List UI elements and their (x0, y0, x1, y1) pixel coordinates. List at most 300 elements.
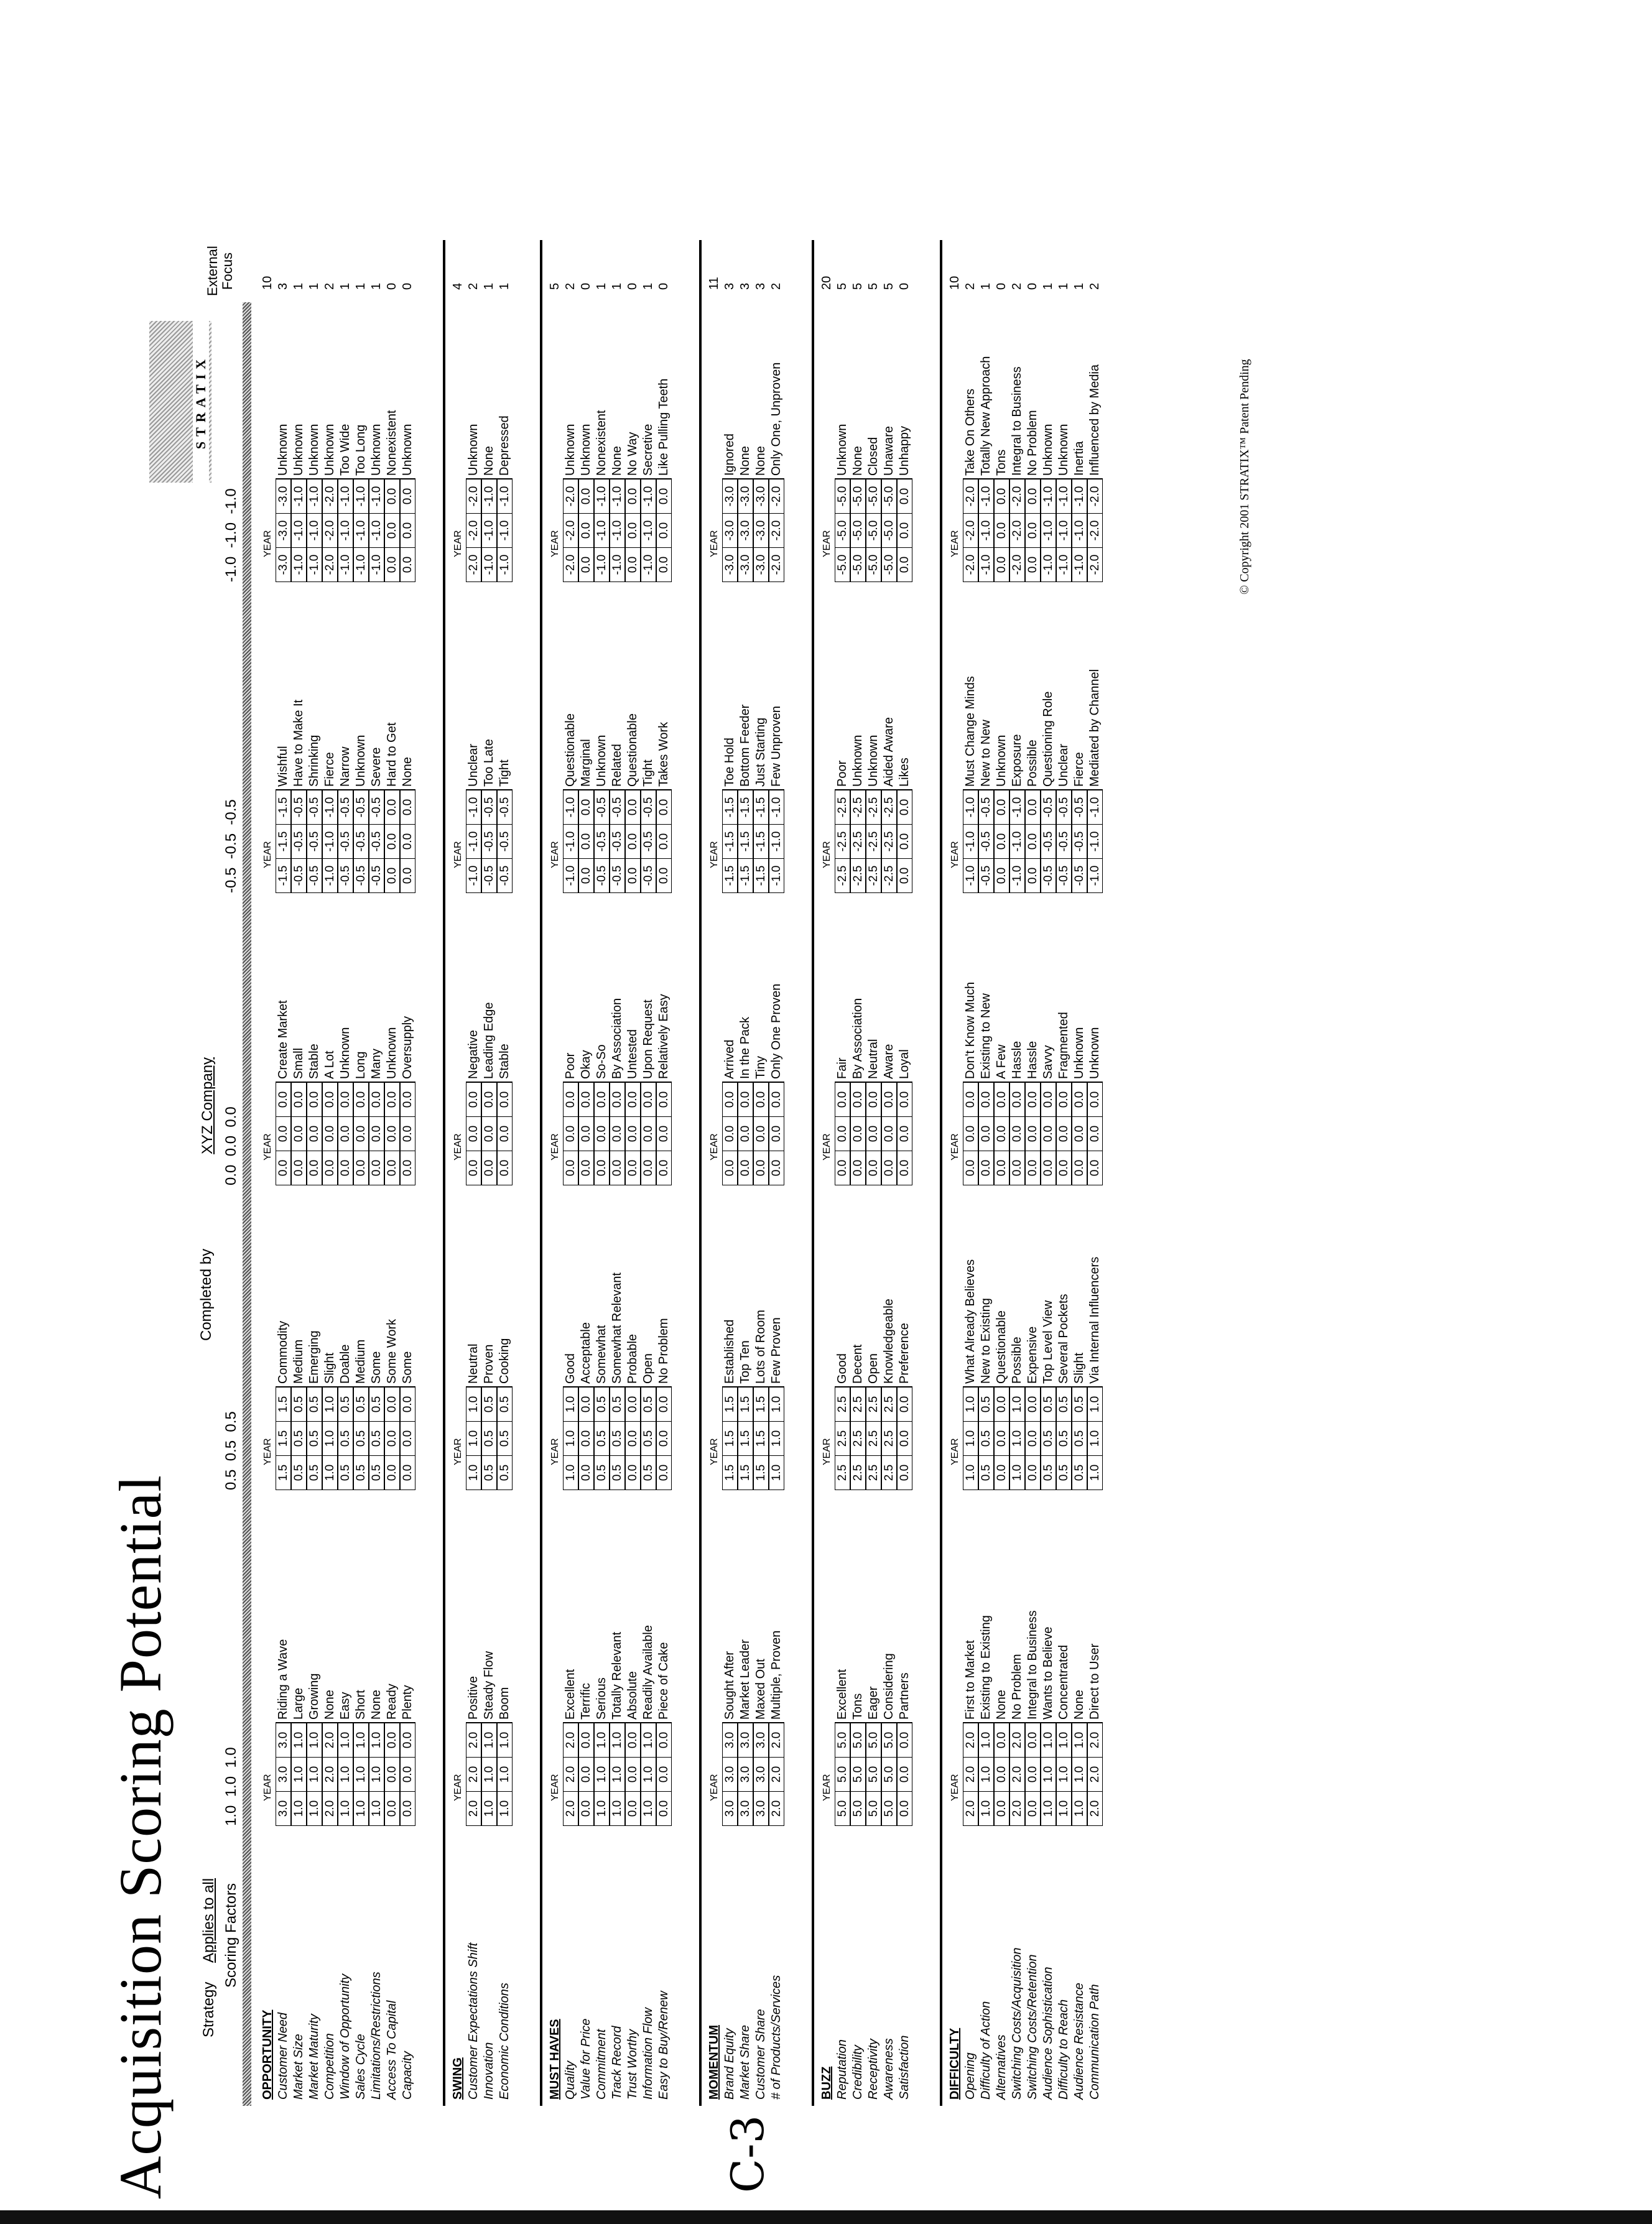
score-cell[interactable]: -1.0 (563, 825, 578, 859)
score-cell[interactable]: 1.0 (1056, 1758, 1072, 1792)
score-cell[interactable]: 0.0 (578, 859, 594, 893)
score-cell[interactable]: -3.0 (738, 514, 753, 548)
score-cell[interactable]: 0.0 (625, 825, 641, 859)
score-cell[interactable]: 0.0 (994, 1082, 1009, 1117)
score-cell[interactable]: -1.0 (1056, 478, 1072, 514)
score-cell[interactable]: 0.5 (481, 1386, 497, 1422)
score-cell[interactable]: 0.0 (353, 1082, 369, 1117)
score-cell[interactable]: 5.0 (835, 1758, 850, 1792)
score-cell[interactable]: 0.0 (753, 1117, 769, 1151)
score-cell[interactable]: 0.5 (594, 1386, 610, 1422)
score-cell[interactable]: -5.0 (881, 514, 897, 548)
score-cell[interactable]: 3.0 (722, 1758, 738, 1792)
score-cell[interactable]: 2.0 (322, 1722, 338, 1758)
score-cell[interactable]: 5.0 (881, 1758, 897, 1792)
score-cell[interactable]: -0.5 (291, 789, 307, 825)
score-cell[interactable]: 0.0 (994, 1422, 1009, 1456)
score-cell[interactable]: 0.0 (481, 1082, 497, 1117)
score-cell[interactable]: -1.0 (1087, 825, 1103, 859)
score-cell[interactable]: 0.0 (353, 1117, 369, 1151)
score-cell[interactable]: 0.0 (1025, 1758, 1041, 1792)
score-cell[interactable]: 2.0 (322, 1758, 338, 1792)
score-cell[interactable]: -2.5 (866, 859, 881, 893)
score-cell[interactable]: 0.0 (338, 1151, 353, 1185)
score-cell[interactable]: 2.0 (963, 1722, 978, 1758)
score-cell[interactable]: 2.5 (850, 1386, 866, 1422)
score-cell[interactable]: 1.5 (738, 1422, 753, 1456)
score-cell[interactable]: 0.5 (353, 1386, 369, 1422)
score-cell[interactable]: 0.0 (610, 1117, 625, 1151)
score-cell[interactable]: -1.0 (963, 859, 978, 893)
score-cell[interactable]: -1.0 (353, 478, 369, 514)
score-cell[interactable]: 0.0 (384, 1722, 400, 1758)
score-cell[interactable]: 0.0 (850, 1117, 866, 1151)
score-cell[interactable]: 1.5 (753, 1456, 769, 1490)
score-cell[interactable]: 0.5 (1041, 1386, 1056, 1422)
score-cell[interactable]: 0.0 (400, 1456, 415, 1490)
score-cell[interactable]: -1.5 (738, 789, 753, 825)
score-cell[interactable]: 0.0 (656, 789, 672, 825)
score-cell[interactable]: -0.5 (978, 789, 994, 825)
score-cell[interactable]: 0.0 (656, 1758, 672, 1792)
score-cell[interactable]: -5.0 (881, 478, 897, 514)
score-cell[interactable]: 0.0 (400, 1792, 415, 1826)
score-cell[interactable]: 0.0 (897, 1151, 912, 1185)
score-cell[interactable]: 0.5 (1072, 1386, 1087, 1422)
score-cell[interactable]: 1.5 (276, 1422, 291, 1456)
score-cell[interactable]: 0.0 (835, 1151, 850, 1185)
score-cell[interactable]: -1.0 (563, 859, 578, 893)
score-cell[interactable]: -2.0 (769, 514, 784, 548)
score-cell[interactable]: 0.5 (641, 1456, 656, 1490)
score-cell[interactable]: -1.0 (466, 825, 481, 859)
score-cell[interactable]: 2.0 (466, 1758, 481, 1792)
score-cell[interactable]: 0.0 (994, 825, 1009, 859)
score-cell[interactable]: 0.0 (625, 1792, 641, 1826)
score-cell[interactable]: 0.0 (897, 1792, 912, 1826)
score-cell[interactable]: 2.0 (1087, 1722, 1103, 1758)
score-cell[interactable]: 0.5 (497, 1456, 513, 1490)
score-cell[interactable]: 0.0 (835, 1082, 850, 1117)
score-cell[interactable]: 0.0 (1009, 1082, 1025, 1117)
score-cell[interactable]: -2.5 (850, 789, 866, 825)
score-cell[interactable]: 0.0 (722, 1151, 738, 1185)
score-cell[interactable]: 0.0 (400, 1151, 415, 1185)
score-cell[interactable]: 0.0 (738, 1117, 753, 1151)
score-cell[interactable]: 0.5 (338, 1456, 353, 1490)
score-cell[interactable]: 0.5 (1072, 1456, 1087, 1490)
score-cell[interactable]: -3.0 (722, 478, 738, 514)
score-cell[interactable]: 0.5 (641, 1422, 656, 1456)
score-cell[interactable]: 0.0 (1025, 1792, 1041, 1826)
score-cell[interactable]: 0.0 (578, 1722, 594, 1758)
score-cell[interactable]: 0.0 (578, 1151, 594, 1185)
score-cell[interactable]: -2.5 (835, 789, 850, 825)
score-cell[interactable]: 2.0 (322, 1792, 338, 1826)
score-cell[interactable]: 0.5 (594, 1422, 610, 1456)
score-cell[interactable]: 0.0 (850, 1082, 866, 1117)
score-cell[interactable]: -1.5 (722, 859, 738, 893)
score-cell[interactable]: 0.0 (722, 1117, 738, 1151)
score-cell[interactable]: 1.0 (978, 1792, 994, 1826)
score-cell[interactable]: 2.5 (881, 1422, 897, 1456)
score-cell[interactable]: 0.0 (400, 1722, 415, 1758)
score-cell[interactable]: 3.0 (738, 1758, 753, 1792)
score-cell[interactable]: 0.0 (384, 1422, 400, 1456)
score-cell[interactable]: -0.5 (307, 859, 322, 893)
score-cell[interactable]: -1.0 (369, 548, 384, 582)
score-cell[interactable]: 0.0 (384, 1386, 400, 1422)
score-cell[interactable]: -1.0 (978, 514, 994, 548)
score-cell[interactable]: 1.0 (963, 1386, 978, 1422)
score-cell[interactable]: -0.5 (307, 789, 322, 825)
score-cell[interactable]: 1.0 (322, 1456, 338, 1490)
score-cell[interactable]: 0.0 (1025, 1117, 1041, 1151)
score-cell[interactable]: 0.5 (307, 1422, 322, 1456)
score-cell[interactable]: 0.0 (481, 1151, 497, 1185)
score-cell[interactable]: 0.0 (625, 1722, 641, 1758)
score-cell[interactable]: 0.5 (353, 1422, 369, 1456)
score-cell[interactable]: 0.0 (353, 1151, 369, 1185)
score-cell[interactable]: 0.5 (338, 1422, 353, 1456)
score-cell[interactable]: 0.0 (1072, 1082, 1087, 1117)
score-cell[interactable]: 1.0 (641, 1792, 656, 1826)
score-cell[interactable]: 0.0 (866, 1082, 881, 1117)
score-cell[interactable]: -2.0 (769, 478, 784, 514)
score-cell[interactable]: -1.5 (753, 825, 769, 859)
score-cell[interactable]: 0.0 (641, 1082, 656, 1117)
score-cell[interactable]: -1.0 (353, 548, 369, 582)
score-cell[interactable]: 0.0 (578, 1082, 594, 1117)
score-cell[interactable]: 0.0 (625, 1082, 641, 1117)
score-cell[interactable]: 0.0 (563, 1082, 578, 1117)
score-cell[interactable]: 1.5 (738, 1456, 753, 1490)
score-cell[interactable]: -3.0 (276, 478, 291, 514)
score-cell[interactable]: 0.0 (322, 1117, 338, 1151)
score-cell[interactable]: 2.0 (769, 1722, 784, 1758)
score-cell[interactable]: -1.0 (1072, 514, 1087, 548)
score-cell[interactable]: -1.0 (563, 789, 578, 825)
score-cell[interactable]: 0.0 (384, 1792, 400, 1826)
score-cell[interactable]: -1.0 (594, 548, 610, 582)
score-cell[interactable]: -1.5 (738, 859, 753, 893)
score-cell[interactable]: 3.0 (738, 1792, 753, 1826)
score-cell[interactable]: 0.0 (384, 1456, 400, 1490)
score-cell[interactable]: -1.0 (291, 478, 307, 514)
score-cell[interactable]: 0.0 (656, 1082, 672, 1117)
score-cell[interactable]: 3.0 (753, 1722, 769, 1758)
score-cell[interactable]: -3.0 (722, 514, 738, 548)
score-cell[interactable]: 2.5 (881, 1386, 897, 1422)
score-cell[interactable]: -1.0 (353, 514, 369, 548)
score-cell[interactable]: -1.0 (769, 859, 784, 893)
score-cell[interactable]: -1.0 (978, 478, 994, 514)
score-cell[interactable]: 0.5 (369, 1386, 384, 1422)
score-cell[interactable]: -3.0 (738, 478, 753, 514)
score-cell[interactable]: 0.0 (578, 514, 594, 548)
score-cell[interactable]: -2.5 (850, 859, 866, 893)
score-cell[interactable]: -5.0 (835, 478, 850, 514)
score-cell[interactable]: 1.0 (641, 1758, 656, 1792)
score-cell[interactable]: 0.5 (610, 1386, 625, 1422)
score-cell[interactable]: 0.0 (897, 478, 912, 514)
score-cell[interactable]: -1.0 (769, 825, 784, 859)
score-cell[interactable]: 0.0 (897, 514, 912, 548)
score-cell[interactable]: 1.0 (769, 1456, 784, 1490)
score-cell[interactable]: 1.0 (307, 1758, 322, 1792)
score-cell[interactable]: -0.5 (369, 825, 384, 859)
score-cell[interactable]: -1.0 (291, 548, 307, 582)
score-cell[interactable]: 0.0 (897, 1117, 912, 1151)
score-cell[interactable]: 0.5 (1072, 1422, 1087, 1456)
score-cell[interactable]: -1.0 (497, 514, 513, 548)
score-cell[interactable]: -0.5 (338, 825, 353, 859)
score-cell[interactable]: -1.0 (307, 514, 322, 548)
score-cell[interactable]: 2.5 (835, 1422, 850, 1456)
score-cell[interactable]: 5.0 (866, 1792, 881, 1826)
score-cell[interactable]: 2.5 (866, 1422, 881, 1456)
score-cell[interactable]: 0.0 (384, 789, 400, 825)
score-cell[interactable]: -3.0 (276, 548, 291, 582)
score-cell[interactable]: 0.0 (578, 1386, 594, 1422)
score-cell[interactable]: 5.0 (866, 1722, 881, 1758)
score-cell[interactable]: 0.0 (578, 1792, 594, 1826)
score-cell[interactable]: 0.0 (307, 1082, 322, 1117)
score-cell[interactable]: 0.0 (400, 1422, 415, 1456)
score-cell[interactable]: -1.0 (338, 514, 353, 548)
score-cell[interactable]: 0.0 (656, 478, 672, 514)
score-cell[interactable]: 0.5 (641, 1386, 656, 1422)
score-cell[interactable]: 0.0 (994, 1722, 1009, 1758)
score-cell[interactable]: 0.5 (353, 1456, 369, 1490)
score-cell[interactable]: 0.0 (978, 1117, 994, 1151)
score-cell[interactable]: 0.0 (400, 514, 415, 548)
score-cell[interactable]: 0.0 (1041, 1151, 1056, 1185)
score-cell[interactable]: 0.0 (291, 1151, 307, 1185)
score-cell[interactable]: 0.0 (578, 1456, 594, 1490)
score-cell[interactable]: 0.0 (625, 1386, 641, 1422)
score-cell[interactable]: 0.0 (594, 1151, 610, 1185)
score-cell[interactable]: -0.5 (353, 859, 369, 893)
score-cell[interactable]: -0.5 (1072, 825, 1087, 859)
score-cell[interactable]: 0.0 (497, 1082, 513, 1117)
score-cell[interactable]: 0.0 (369, 1151, 384, 1185)
score-cell[interactable]: 0.0 (1025, 1386, 1041, 1422)
score-cell[interactable]: -0.5 (338, 859, 353, 893)
score-cell[interactable]: 1.5 (753, 1422, 769, 1456)
score-cell[interactable]: 0.0 (578, 548, 594, 582)
score-cell[interactable]: -3.0 (753, 514, 769, 548)
score-cell[interactable]: 0.0 (1025, 548, 1041, 582)
score-cell[interactable]: -2.0 (322, 478, 338, 514)
score-cell[interactable]: -0.5 (1056, 825, 1072, 859)
score-cell[interactable]: -1.0 (497, 548, 513, 582)
score-cell[interactable]: -1.0 (322, 825, 338, 859)
score-cell[interactable]: -1.0 (369, 478, 384, 514)
score-cell[interactable]: 0.5 (610, 1422, 625, 1456)
score-cell[interactable]: 3.0 (276, 1758, 291, 1792)
score-cell[interactable]: 1.0 (369, 1758, 384, 1792)
score-cell[interactable]: 0.0 (578, 1422, 594, 1456)
score-cell[interactable]: -0.5 (307, 825, 322, 859)
score-cell[interactable]: 0.0 (338, 1082, 353, 1117)
score-cell[interactable]: 0.0 (769, 1082, 784, 1117)
score-cell[interactable]: -1.0 (641, 478, 656, 514)
score-cell[interactable]: -1.0 (1072, 478, 1087, 514)
score-cell[interactable]: 0.5 (369, 1422, 384, 1456)
score-cell[interactable]: 0.0 (897, 1422, 912, 1456)
score-cell[interactable]: 0.5 (307, 1456, 322, 1490)
score-cell[interactable]: 1.0 (338, 1758, 353, 1792)
score-cell[interactable]: -0.5 (291, 825, 307, 859)
score-cell[interactable]: 0.0 (994, 1386, 1009, 1422)
score-cell[interactable]: -1.0 (307, 548, 322, 582)
score-cell[interactable]: -1.0 (481, 514, 497, 548)
score-cell[interactable]: -0.5 (291, 859, 307, 893)
score-cell[interactable]: 1.0 (610, 1758, 625, 1792)
score-cell[interactable]: -0.5 (1041, 825, 1056, 859)
score-cell[interactable]: -5.0 (850, 514, 866, 548)
score-cell[interactable]: 0.0 (1009, 1117, 1025, 1151)
score-cell[interactable]: 2.0 (563, 1722, 578, 1758)
score-cell[interactable]: 5.0 (866, 1758, 881, 1792)
score-cell[interactable]: 2.0 (769, 1758, 784, 1792)
score-cell[interactable]: 0.0 (1025, 859, 1041, 893)
score-cell[interactable]: -0.5 (978, 859, 994, 893)
score-cell[interactable]: 0.0 (1087, 1082, 1103, 1117)
score-cell[interactable]: 1.0 (594, 1758, 610, 1792)
score-cell[interactable]: 1.0 (369, 1722, 384, 1758)
score-cell[interactable]: -0.5 (369, 789, 384, 825)
score-cell[interactable]: 0.0 (897, 1082, 912, 1117)
score-cell[interactable]: -2.0 (563, 548, 578, 582)
score-cell[interactable]: -0.5 (594, 859, 610, 893)
score-cell[interactable]: 0.0 (881, 1117, 897, 1151)
score-cell[interactable]: 5.0 (850, 1722, 866, 1758)
score-cell[interactable]: 1.0 (769, 1422, 784, 1456)
score-cell[interactable]: 0.0 (994, 478, 1009, 514)
score-cell[interactable]: 0.0 (1025, 1082, 1041, 1117)
score-cell[interactable]: -5.0 (866, 478, 881, 514)
score-cell[interactable]: 2.0 (1009, 1792, 1025, 1826)
score-cell[interactable]: -3.0 (753, 478, 769, 514)
score-cell[interactable]: -1.0 (307, 478, 322, 514)
score-cell[interactable]: 0.0 (578, 478, 594, 514)
score-cell[interactable]: 1.0 (338, 1722, 353, 1758)
score-cell[interactable]: -1.0 (322, 859, 338, 893)
score-cell[interactable]: 0.0 (307, 1117, 322, 1151)
score-cell[interactable]: 1.0 (1087, 1386, 1103, 1422)
score-cell[interactable]: 0.0 (835, 1117, 850, 1151)
score-cell[interactable]: 3.0 (722, 1722, 738, 1758)
score-cell[interactable]: -2.0 (1009, 548, 1025, 582)
score-cell[interactable]: -2.5 (881, 825, 897, 859)
score-cell[interactable]: -1.0 (610, 514, 625, 548)
score-cell[interactable]: 5.0 (850, 1758, 866, 1792)
score-cell[interactable]: 0.0 (656, 1422, 672, 1456)
score-cell[interactable]: 0.0 (897, 1758, 912, 1792)
score-cell[interactable]: -5.0 (835, 548, 850, 582)
score-cell[interactable]: -1.5 (738, 825, 753, 859)
score-cell[interactable]: 1.0 (769, 1386, 784, 1422)
score-cell[interactable]: 0.0 (400, 1386, 415, 1422)
score-cell[interactable]: 0.0 (497, 1151, 513, 1185)
score-cell[interactable]: 0.5 (338, 1386, 353, 1422)
score-cell[interactable]: -2.0 (322, 514, 338, 548)
score-cell[interactable]: -0.5 (481, 789, 497, 825)
score-cell[interactable]: 0.0 (1025, 478, 1041, 514)
score-cell[interactable]: 0.5 (481, 1456, 497, 1490)
score-cell[interactable]: 0.0 (1056, 1082, 1072, 1117)
score-cell[interactable]: 1.5 (722, 1386, 738, 1422)
score-cell[interactable]: 0.0 (400, 859, 415, 893)
score-cell[interactable]: 1.0 (594, 1792, 610, 1826)
score-cell[interactable]: 1.0 (563, 1456, 578, 1490)
score-cell[interactable]: 0.0 (466, 1151, 481, 1185)
score-cell[interactable]: 1.0 (1087, 1456, 1103, 1490)
score-cell[interactable]: 0.0 (578, 1117, 594, 1151)
score-cell[interactable]: 0.0 (1087, 1151, 1103, 1185)
score-cell[interactable]: 1.0 (307, 1792, 322, 1826)
score-cell[interactable]: 0.0 (625, 789, 641, 825)
score-cell[interactable]: -1.0 (1041, 514, 1056, 548)
score-cell[interactable]: 0.0 (1041, 1082, 1056, 1117)
score-cell[interactable]: 0.0 (994, 789, 1009, 825)
score-cell[interactable]: -1.0 (641, 548, 656, 582)
score-cell[interactable]: 1.0 (1087, 1422, 1103, 1456)
score-cell[interactable]: -1.0 (1041, 548, 1056, 582)
score-cell[interactable]: -1.0 (1041, 478, 1056, 514)
score-cell[interactable]: 2.5 (850, 1456, 866, 1490)
score-cell[interactable]: 0.0 (897, 1456, 912, 1490)
score-cell[interactable]: -2.0 (963, 514, 978, 548)
score-cell[interactable]: 0.0 (994, 859, 1009, 893)
score-cell[interactable]: -2.5 (881, 789, 897, 825)
score-cell[interactable]: -0.5 (978, 825, 994, 859)
score-cell[interactable]: 0.0 (625, 1758, 641, 1792)
score-cell[interactable]: 0.0 (384, 478, 400, 514)
score-cell[interactable]: 1.5 (738, 1386, 753, 1422)
score-cell[interactable]: 0.0 (369, 1082, 384, 1117)
score-cell[interactable]: 0.5 (1041, 1422, 1056, 1456)
score-cell[interactable]: 0.5 (978, 1456, 994, 1490)
score-cell[interactable]: 5.0 (835, 1792, 850, 1826)
score-cell[interactable]: 0.0 (384, 825, 400, 859)
score-cell[interactable]: 1.0 (1072, 1758, 1087, 1792)
score-cell[interactable]: -1.0 (963, 789, 978, 825)
score-cell[interactable]: 1.0 (978, 1758, 994, 1792)
score-cell[interactable]: 0.5 (291, 1456, 307, 1490)
score-cell[interactable]: 0.5 (594, 1456, 610, 1490)
score-cell[interactable]: 0.0 (384, 1082, 400, 1117)
score-cell[interactable]: 0.0 (625, 1151, 641, 1185)
score-cell[interactable]: -0.5 (497, 789, 513, 825)
score-cell[interactable]: 0.5 (291, 1422, 307, 1456)
score-cell[interactable]: 0.0 (963, 1082, 978, 1117)
score-cell[interactable]: -2.0 (769, 548, 784, 582)
score-cell[interactable]: -1.0 (338, 548, 353, 582)
score-cell[interactable]: 0.0 (291, 1082, 307, 1117)
score-cell[interactable]: 1.0 (307, 1722, 322, 1758)
score-cell[interactable]: 1.0 (353, 1792, 369, 1826)
score-cell[interactable]: -1.5 (276, 789, 291, 825)
score-cell[interactable]: 0.5 (497, 1386, 513, 1422)
score-cell[interactable]: -0.5 (610, 859, 625, 893)
score-cell[interactable]: -1.0 (1056, 548, 1072, 582)
score-cell[interactable]: -2.0 (1087, 478, 1103, 514)
score-cell[interactable]: 0.0 (866, 1117, 881, 1151)
score-cell[interactable]: -1.0 (610, 478, 625, 514)
